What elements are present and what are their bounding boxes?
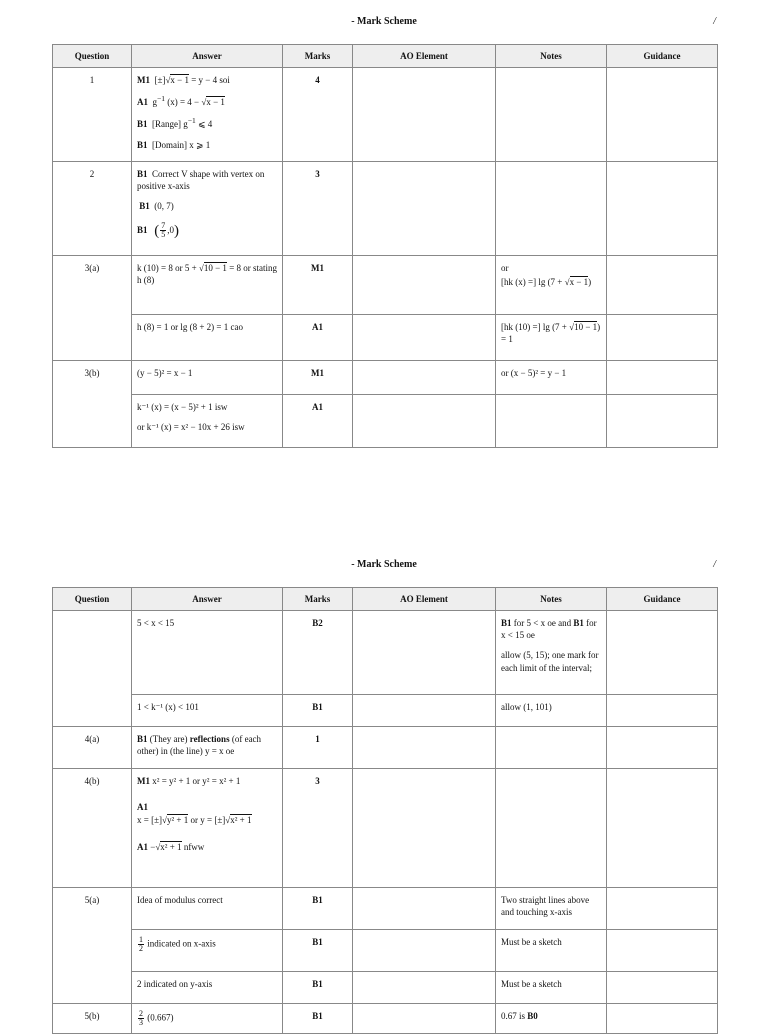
- ao-cell: [353, 769, 496, 888]
- table-row: [53, 727, 718, 769]
- col-notes: Notes: [496, 45, 607, 68]
- col-ao-element: AO Element: [353, 588, 496, 611]
- guidance-cell: [607, 1004, 718, 1034]
- answer-cell: M1 [±]√x − 1 = y − 4 soi A1 $g^{-1}$ (x) = 4 − √x − 1 B1 [Range] $g^{-1}$ ⩽ 4 B1 [Domain] x ⩾ 1: [132, 68, 283, 162]
- notes-cell: [496, 727, 607, 769]
- ao-cell: [353, 68, 496, 162]
- answer-cell: k (10) = 8 or 5 + √10 − 1 = 8 or stating h (8): [132, 256, 283, 315]
- mark-scheme-table: [52, 44, 718, 448]
- notes-cell: or [hk (x) =] lg (7 + √x − 1): [496, 256, 607, 315]
- page-header: [0, 555, 768, 575]
- question-cell: 5(b): [53, 1004, 132, 1034]
- answer-cell: $\frac{2}{3}$ (0.667): [132, 1004, 283, 1034]
- answer-cell: $\frac{1}{2}$ indicated on x-axis: [132, 930, 283, 972]
- page-title: - Mark Scheme: [351, 16, 417, 27]
- page-mark: /: [713, 559, 716, 570]
- col-question: Question: [53, 588, 132, 611]
- table-header-row: [53, 45, 718, 68]
- ao-cell: [353, 695, 496, 727]
- page-mark: /: [713, 16, 716, 27]
- notes-cell: Two straight lines above and touching x-axis: [496, 888, 607, 930]
- table-row: [53, 395, 718, 448]
- marks-cell: B1: [283, 1004, 353, 1034]
- question-cell: 2: [53, 162, 132, 256]
- guidance-cell: [607, 361, 718, 395]
- table-row: [53, 769, 718, 888]
- marks-cell: B1: [283, 888, 353, 930]
- ao-cell: [353, 1004, 496, 1034]
- guidance-cell: [607, 162, 718, 256]
- answer-cell: 5 < x < 15: [132, 611, 283, 695]
- guidance-cell: [607, 611, 718, 695]
- ao-cell: [353, 162, 496, 256]
- notes-cell: allow (1, 101): [496, 695, 607, 727]
- guidance-cell: [607, 395, 718, 448]
- marks-cell: B1: [283, 930, 353, 972]
- guidance-cell: [607, 727, 718, 769]
- notes-cell: or (x − 5)² = y − 1: [496, 361, 607, 395]
- question-cell: 3(b): [53, 361, 132, 448]
- marks-cell: B2: [283, 611, 353, 695]
- question-cell: 3(a): [53, 256, 132, 361]
- table-row: [53, 162, 718, 256]
- answer-cell: h (8) = 1 or lg (8 + 2) = 1 cao: [132, 315, 283, 361]
- guidance-cell: [607, 769, 718, 888]
- col-question: Question: [53, 45, 132, 68]
- ao-cell: [353, 395, 496, 448]
- table-row: [53, 256, 718, 315]
- marks-cell: M1: [283, 361, 353, 395]
- guidance-cell: [607, 972, 718, 1004]
- notes-cell: [hk (10) =] lg (7 + √10 − 1) = 1: [496, 315, 607, 361]
- answer-cell: Idea of modulus correct: [132, 888, 283, 930]
- guidance-cell: [607, 888, 718, 930]
- table-row: [53, 315, 718, 361]
- col-notes: Notes: [496, 588, 607, 611]
- page-title: - Mark Scheme: [351, 559, 417, 570]
- page-header: [0, 12, 768, 32]
- col-guidance: Guidance: [607, 45, 718, 68]
- marks-cell: A1: [283, 315, 353, 361]
- table-row: [53, 695, 718, 727]
- table-row: [53, 1004, 718, 1034]
- question-cell: [53, 611, 132, 727]
- question-cell: 4(b): [53, 769, 132, 888]
- notes-cell: 0.67 is B0: [496, 1004, 607, 1034]
- col-guidance: Guidance: [607, 588, 718, 611]
- col-marks: Marks: [283, 588, 353, 611]
- ao-cell: [353, 315, 496, 361]
- answer-cell: M1 x² = y² + 1 or y² = x² + 1 A1 x = [±]√y² + 1 or y = [±]√x² + 1 A1 −√x² + 1 nfww: [132, 769, 283, 888]
- notes-cell: [496, 162, 607, 256]
- guidance-cell: [607, 315, 718, 361]
- notes-cell: [496, 68, 607, 162]
- table-row: [53, 611, 718, 695]
- marks-cell: 1: [283, 727, 353, 769]
- answer-cell: k⁻¹ (x) = (x − 5)² + 1 isw or k⁻¹ (x) = x² − 10x + 26 isw: [132, 395, 283, 448]
- answer-cell: (y − 5)² = x − 1: [132, 361, 283, 395]
- ao-cell: [353, 972, 496, 1004]
- guidance-cell: [607, 256, 718, 315]
- table-row: [53, 888, 718, 930]
- answer-cell: B1 Correct V shape with vertex on positive x-axis B1 (0, 7) B1 ( $\frac{7}{5}$ ,0): [132, 162, 283, 256]
- notes-cell: Must be a sketch: [496, 972, 607, 1004]
- ao-cell: [353, 256, 496, 315]
- guidance-cell: [607, 68, 718, 162]
- col-answer: Answer: [132, 45, 283, 68]
- marks-cell: 3: [283, 162, 353, 256]
- ao-cell: [353, 611, 496, 695]
- answer-cell: 1 < k⁻¹ (x) < 101: [132, 695, 283, 727]
- col-answer: Answer: [132, 588, 283, 611]
- marks-cell: A1: [283, 395, 353, 448]
- marks-cell: B1: [283, 695, 353, 727]
- ao-cell: [353, 361, 496, 395]
- table-row: [53, 361, 718, 395]
- marks-cell: B1: [283, 972, 353, 1004]
- mark-scheme-table: [52, 587, 718, 1034]
- col-ao-element: AO Element: [353, 45, 496, 68]
- marks-cell: 3: [283, 769, 353, 888]
- notes-cell: [496, 769, 607, 888]
- col-marks: Marks: [283, 45, 353, 68]
- question-cell: 4(a): [53, 727, 132, 769]
- marks-cell: M1: [283, 256, 353, 315]
- answer-cell: 2 indicated on y-axis: [132, 972, 283, 1004]
- ao-cell: [353, 727, 496, 769]
- question-cell: 1: [53, 68, 132, 162]
- guidance-cell: [607, 695, 718, 727]
- table-row: [53, 972, 718, 1004]
- marks-cell: 4: [283, 68, 353, 162]
- ao-cell: [353, 888, 496, 930]
- notes-cell: Must be a sketch: [496, 930, 607, 972]
- notes-cell: B1 for 5 < x oe and B1 for x < 15 oe allow (5, 15); one mark for each limit of the interval;: [496, 611, 607, 695]
- answer-cell: B1 (They are) reflections (of each other) in (the line) y = x oe: [132, 727, 283, 769]
- table-row: [53, 930, 718, 972]
- guidance-cell: [607, 930, 718, 972]
- ao-cell: [353, 930, 496, 972]
- table-header-row: [53, 588, 718, 611]
- question-cell: 5(a): [53, 888, 132, 1004]
- table-row: [53, 68, 718, 162]
- notes-cell: [496, 395, 607, 448]
